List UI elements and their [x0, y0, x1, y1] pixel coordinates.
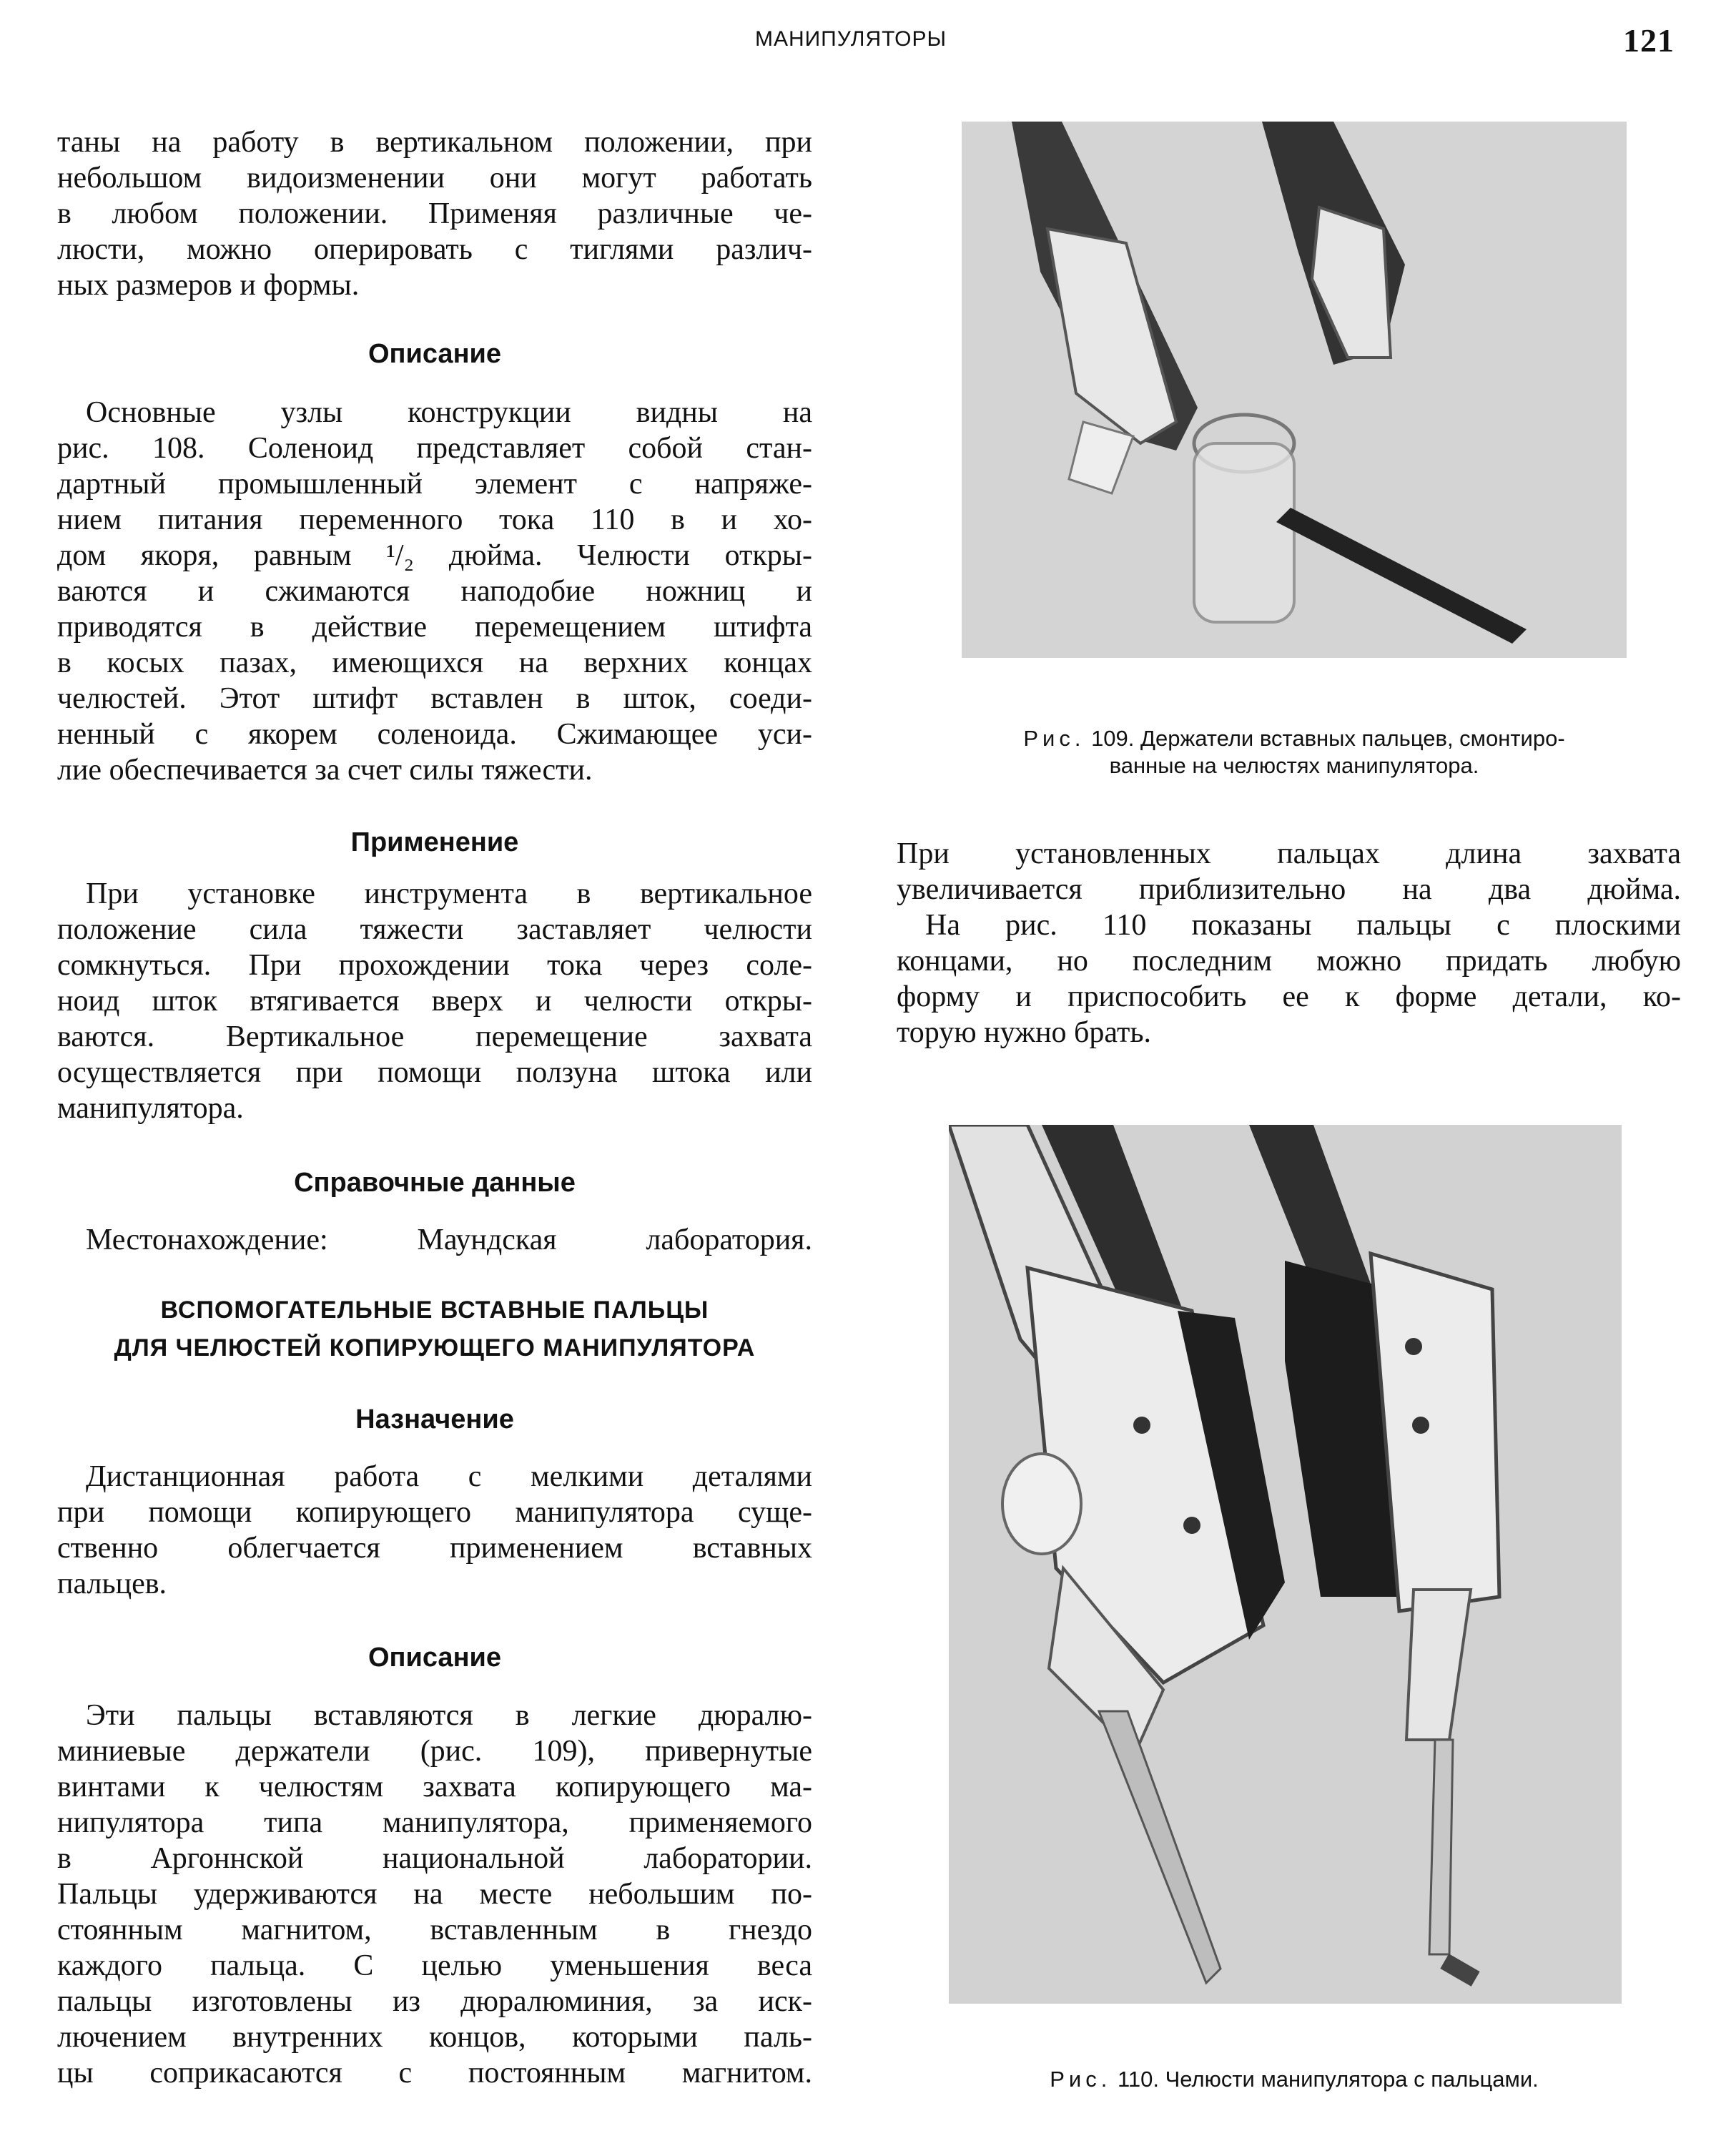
text-line: нием питания переменного тока 110 в и хо- — [57, 503, 812, 536]
text-line: небольшом видоизменении они могут работать — [57, 162, 812, 195]
running-head: МАНИПУЛЯТОРЫ — [754, 27, 947, 51]
figure-110-photo — [949, 1125, 1622, 2004]
paragraph — [57, 876, 812, 1126]
section-heading: Назначение — [355, 1404, 514, 1434]
text-line: форму и приспособить ее к форме детали, ко- — [897, 980, 1681, 1013]
caption-text: 110. Челюсти манипулятора с пальцами. — [1117, 2067, 1539, 2092]
text-line: При установке инструмента в вертикальное — [86, 877, 812, 910]
text-line: Дистанционная работа с мелкими деталями — [86, 1460, 812, 1493]
text-line: осуществляется при помощи ползуна штока или — [57, 1056, 812, 1089]
text-line: в любом положении. Применяя различные че- — [57, 197, 812, 230]
article-title-line: ВСПОМОГАТЕЛЬНЫЕ ВСТАВНЫЕ ПАЛЬЦЫ — [160, 1296, 709, 1324]
caption-label: Рис. — [1050, 2067, 1112, 2092]
article-title — [57, 1291, 812, 1367]
text-line: при помощи копирующего манипулятора суще- — [57, 1496, 812, 1529]
text-line: цы соприкасаются с постоянным магнитом. — [57, 2057, 812, 2089]
text-line: каждого пальца. С целью уменьшения веса — [57, 1949, 812, 1982]
paragraph — [57, 395, 812, 788]
paragraph — [897, 907, 1681, 1050]
text-line: Основные узлы конструкции видны на — [86, 396, 812, 429]
caption-text: 109. Держатели вставных пальцев, смонтиро- — [1091, 726, 1565, 751]
text-line: положение сила тяжести заставляет челюсти — [57, 913, 812, 946]
caption-label: Рис. — [1023, 726, 1085, 751]
text-line: ваются и сжимаются наподобие ножниц и — [57, 575, 812, 608]
text-line: рис. 108. Соленоид представляет собой стан- — [57, 432, 812, 465]
text-line: челюстей. Этот штифт вставлен в шток, соеди- — [57, 682, 812, 715]
text-line: приводятся в действие перемещением штифта — [57, 611, 812, 644]
text-line: дом якоря, равным ¹/₂ дюйма. Челюсти откры- — [57, 539, 812, 572]
text-line: пальцев. — [57, 1567, 167, 1600]
section-heading: Описание — [368, 339, 502, 369]
manipulator-fingers-image — [949, 1125, 1622, 2004]
figure-109-caption — [908, 725, 1680, 779]
text-line: таны на работу в вертикальном положении, при — [57, 126, 812, 159]
text-line: стоянным магнитом, вставленным в гнездо — [57, 1914, 812, 1946]
text-line: При установленных пальцах длина захвата — [897, 837, 1681, 870]
text-line: винтами к челюстям захвата копирующего ма- — [57, 1771, 812, 1803]
section-heading: Справочные данные — [294, 1168, 576, 1198]
figure-109-photo — [962, 122, 1627, 658]
text-line: концами, но последним можно придать любую — [897, 945, 1681, 978]
text-line: в косых пазах, имеющихся на верхних концах — [57, 646, 812, 679]
text-line: дартный промышленный элемент с напряже- — [57, 468, 812, 501]
text-line: миниевые держатели (рис. 109), привернутые — [57, 1735, 812, 1768]
section-heading: Применение — [350, 827, 519, 857]
text-line: ненный с якорем соленоида. Сжимающее уси- — [57, 718, 812, 751]
paragraph — [57, 124, 812, 303]
text-line: торую нужно брать. — [897, 1016, 1151, 1049]
text-line: сомкнуться. При прохождении тока через соле- — [57, 949, 812, 982]
text-line: Местонахождение: Маундская лаборатория. — [86, 1224, 812, 1256]
paragraph — [897, 836, 1681, 907]
paragraph — [57, 1222, 812, 1258]
text-line: ных размеров и формы. — [57, 269, 360, 302]
section-heading: Описание — [368, 1643, 502, 1673]
text-line: лие обеспечивается за счет силы тяжести. — [57, 754, 593, 787]
text-line: люсти, можно оперировать с тиглями различ- — [57, 233, 812, 266]
text-line: ваются. Вертикальное перемещение захвата — [57, 1020, 812, 1053]
paragraph — [57, 1698, 812, 2091]
figure-110-caption — [908, 2066, 1680, 2093]
text-line: Пальцы удерживаются на месте небольшим по- — [57, 1878, 812, 1911]
text-line: ноид шток втягивается вверх и челюсти откры- — [57, 985, 812, 1018]
text-line: На рис. 110 показаны пальцы с плоскими — [925, 909, 1681, 942]
caption-text: ванные на челюстях манипулятора. — [1109, 753, 1479, 778]
text-line: лючением внутренних концов, которыми паль- — [57, 2021, 812, 2054]
text-line: Эти пальцы вставляются в легкие дюралю- — [86, 1699, 812, 1732]
text-line: манипулятора. — [57, 1092, 244, 1125]
manipulator-photo-image — [962, 122, 1627, 658]
text-line: пальцы изготовлены из дюралюминия, за иск- — [57, 1985, 812, 2018]
text-line: в Аргоннской национальной лаборатории. — [57, 1842, 812, 1875]
page-number: 121 — [1623, 22, 1675, 59]
text-line: ственно облегчается применением вставных — [57, 1532, 812, 1565]
text-line: нипулятора типа манипулятора, применяемого — [57, 1806, 812, 1839]
paragraph — [57, 1459, 812, 1602]
text-line: увеличивается приблизительно на два дюйма. — [897, 873, 1681, 906]
article-title-line: ДЛЯ ЧЕЛЮСТЕЙ КОПИРУЮЩЕГО МАНИПУЛЯТОРА — [114, 1334, 756, 1362]
